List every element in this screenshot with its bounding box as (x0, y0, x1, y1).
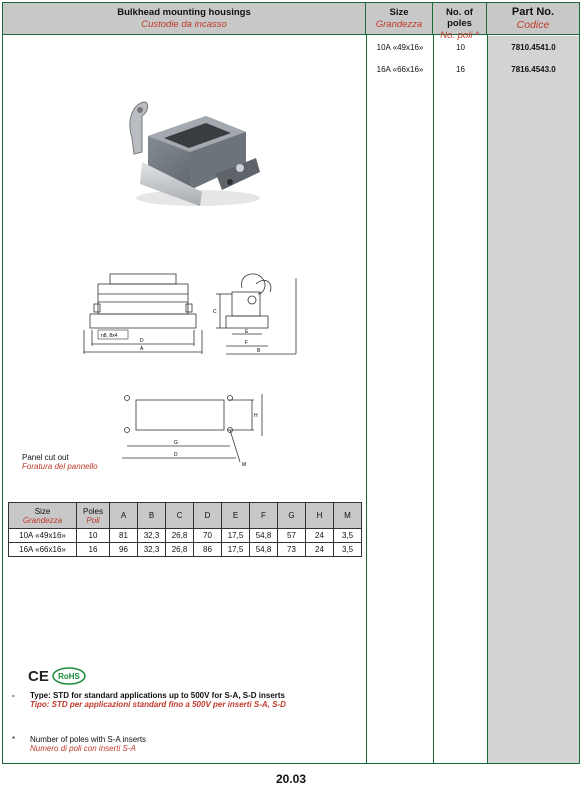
header-title-en: Bulkhead mounting housings (117, 7, 251, 18)
dim-label: B (257, 348, 261, 354)
panel-cutout-it: Foratura del pannello (22, 462, 98, 471)
table-cell: 3,5 (334, 543, 362, 557)
product-photo (118, 98, 268, 213)
header-poles-en: No. of poles (446, 7, 473, 29)
front-view-drawing (80, 268, 206, 360)
header-size-it: Grandezza (375, 19, 423, 30)
column-divider (487, 35, 488, 763)
table-header-col: M (334, 503, 362, 529)
table-header-col: A (110, 503, 138, 529)
panel-cutout-en: Panel cut out (22, 453, 69, 462)
table-cell-poles: 16 (77, 543, 110, 557)
product-poles: 10 (456, 43, 465, 52)
table-cell: 96 (110, 543, 138, 557)
panel-cutout-label (22, 453, 98, 471)
type-note (12, 691, 286, 709)
header-poles-en: Poles (82, 506, 103, 516)
page-number: 20.03 (275, 772, 307, 786)
poles-note-en: Number of poles with S-A inserts (30, 735, 147, 744)
dim-label: A (140, 346, 144, 352)
table-header-poles (77, 503, 110, 529)
header-part-en: Part No. (511, 6, 555, 18)
product-part-no: 7816.4543.0 (511, 65, 556, 74)
table-header-col: F (250, 503, 278, 529)
table-cell-size: 10A «49x16» (9, 529, 77, 543)
product-size: 10A «49x16» (376, 43, 424, 52)
type-note-en: Type: STD for standard applications up to 500V for S-A, S-D inserts (30, 691, 285, 700)
header-poles-it: No. poli * (440, 30, 479, 41)
table-header-col: B (138, 503, 166, 529)
header-part-it: Codice (516, 19, 550, 31)
table-header-col: D (194, 503, 222, 529)
table-cell: 73 (278, 543, 306, 557)
table-header-col: C (166, 503, 194, 529)
table-cell: 86 (194, 543, 222, 557)
table-cell: 32,3 (138, 529, 166, 543)
table-cell: 26,8 (166, 543, 194, 557)
table-cell: 81 (110, 529, 138, 543)
poles-note-it: Numero di poli con inserti S-A (30, 744, 136, 753)
table-row (9, 543, 362, 557)
table-cell: 57 (278, 529, 306, 543)
table-cell: 26,8 (166, 529, 194, 543)
header-poles-it: Poli (86, 515, 100, 525)
header-title-cell (3, 3, 366, 35)
table-cell-poles: 10 (77, 529, 110, 543)
table-cell-size: 16A «66x16» (9, 543, 77, 557)
table-header-size (9, 503, 77, 529)
type-note-it: Tipo: STD per applicazioni standard fino a 500V per inserti S-A, S-D (30, 700, 286, 709)
product-poles: 16 (456, 65, 465, 74)
table-header-col: H (306, 503, 334, 529)
dim-label: C (213, 309, 217, 315)
page-frame (2, 2, 580, 764)
note-star: * (12, 735, 16, 744)
product-part-no: 7810.4541.0 (511, 43, 556, 52)
table-cell: 32,3 (138, 543, 166, 557)
dim-label: F (245, 340, 249, 346)
dim-label: D (174, 452, 178, 458)
header-size-en: Size (389, 7, 409, 18)
header-part-cell (487, 3, 579, 35)
table-header-col: G (278, 503, 306, 529)
column-divider (433, 35, 434, 763)
table-cell: 54,8 (250, 543, 278, 557)
column-divider (366, 35, 367, 763)
certification-logos (28, 666, 88, 686)
product-size: 16A «66x16» (376, 65, 424, 74)
table-header-row (9, 503, 362, 529)
poles-note (12, 735, 146, 753)
table-header-col: E (222, 503, 250, 529)
dim-label: H (254, 413, 258, 419)
part-column-shade (488, 36, 579, 763)
header-title-it: Custodie da incasso (141, 19, 227, 30)
table-cell: 17,5 (222, 543, 250, 557)
ce-mark-logo: CE (28, 668, 49, 685)
dim-label: E (245, 329, 249, 335)
panel-cutout-drawing (118, 390, 268, 472)
table-cell: 70 (194, 529, 222, 543)
header-poles-cell (433, 3, 487, 41)
header-size-cell (366, 3, 433, 35)
header-size-en: Size (34, 506, 51, 516)
note-bullet: - (12, 691, 15, 700)
header-size-it: Grandezza (22, 515, 63, 525)
dim-label: M (242, 462, 247, 468)
table-cell: 17,5 (222, 529, 250, 543)
dimensions-table (8, 502, 362, 557)
dim-label: D (140, 338, 144, 344)
dim-label: n8, 8x4 (101, 333, 118, 339)
side-view-drawing (212, 268, 304, 360)
table-row (9, 529, 362, 543)
rohs-label: RoHS (58, 672, 80, 681)
dim-label: G (174, 440, 178, 446)
table-cell: 24 (306, 543, 334, 557)
table-cell: 24 (306, 529, 334, 543)
table-cell: 3,5 (334, 529, 362, 543)
table-cell: 54,8 (250, 529, 278, 543)
